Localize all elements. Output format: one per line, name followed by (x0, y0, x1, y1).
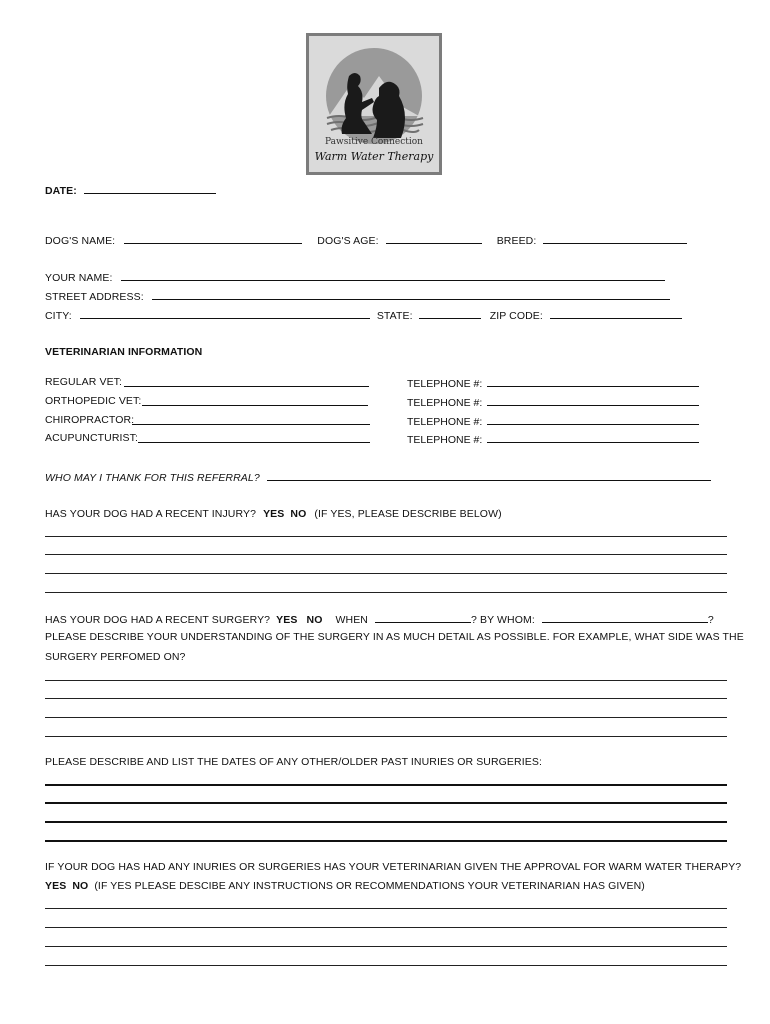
surgery-answer-line[interactable] (45, 698, 727, 699)
surgery-yes-option[interactable]: YES (276, 614, 298, 626)
date-blank[interactable] (84, 183, 216, 194)
injury-answer-line[interactable] (45, 573, 727, 574)
injury-note: (IF YES, PLEASE DESCRIBE BELOW) (314, 508, 502, 520)
approval-no-option[interactable]: NO (72, 880, 89, 892)
acu-tel (407, 432, 699, 446)
ortho-vet-tel-blank[interactable] (487, 395, 699, 406)
surgery-question-row (45, 612, 714, 626)
past-answer-line[interactable] (45, 802, 727, 804)
surgery-when-label: WHEN (335, 614, 368, 626)
ortho-vet-label: ORTHOPEDIC VET: (45, 395, 142, 407)
injury-answer-line[interactable] (45, 554, 727, 555)
approval-answer-line[interactable] (45, 965, 727, 966)
vet-row-ortho (45, 395, 141, 407)
chiropractor-blank[interactable] (132, 414, 370, 425)
state-label: STATE: (376, 310, 413, 322)
city-row (45, 308, 682, 322)
street-row (45, 289, 670, 303)
street-blank[interactable] (152, 289, 670, 300)
telephone-label: TELEPHONE #: (407, 416, 483, 428)
injury-no-option[interactable]: NO (290, 508, 307, 520)
past-answer-line[interactable] (45, 821, 727, 823)
chiropractor-label: CHIROPRACTOR: (45, 414, 135, 426)
breed-label: BREED: (496, 235, 537, 247)
vet-heading: VETERINARIAN INFORMATION (45, 346, 203, 358)
telephone-label: TELEPHONE #: (407, 434, 483, 446)
past-answer-line[interactable] (45, 784, 727, 786)
regular-vet-label: REGULAR VET: (45, 376, 123, 388)
surgery-answer-line[interactable] (45, 717, 727, 718)
ortho-vet-blank[interactable] (142, 395, 368, 406)
injury-yes-option[interactable]: YES (263, 508, 285, 520)
vet-row-chiro (45, 414, 134, 426)
dog-age-label: DOG'S AGE: (317, 235, 379, 247)
surgery-answer-line[interactable] (45, 736, 727, 737)
referral-question: WHO MAY I THANK FOR THIS REFERRAL? (45, 472, 260, 484)
surgery-describe-line-2: SURGERY PERFOMED ON? (45, 651, 186, 663)
telephone-label: TELEPHONE #: (407, 397, 483, 409)
approval-question: IF YOUR DOG HAS HAD ANY INURIES OR SURGERIES HAS YOUR VETERINARIAN GIVEN THE APPROVAL FOR WARM WATER THERAPY? (45, 861, 742, 873)
regular-vet-blank[interactable] (124, 376, 369, 387)
acupuncturist-label: ACUPUNCTURIST: (45, 432, 138, 444)
city-label: CITY: (45, 310, 72, 322)
your-name-blank[interactable] (121, 270, 665, 281)
past-question: PLEASE DESCRIBE AND LIST THE DATES OF ANY OTHER/OLDER PAST INURIES OR SURGERIES: (45, 756, 542, 768)
regular-vet-tel (407, 376, 699, 390)
chiro-tel (407, 414, 699, 428)
surgery-answer-line[interactable] (45, 680, 727, 681)
breed-blank[interactable] (543, 233, 687, 244)
your-name-row (45, 270, 665, 284)
referral-row (45, 470, 711, 484)
zip-blank[interactable] (550, 308, 682, 319)
company-logo (306, 33, 442, 175)
approval-options-row (45, 880, 645, 892)
regular-vet-tel-blank[interactable] (487, 376, 699, 387)
date-field[interactable] (45, 183, 216, 197)
city-blank[interactable] (80, 308, 370, 319)
injury-answer-line[interactable] (45, 592, 727, 593)
street-label: STREET ADDRESS: (45, 291, 144, 303)
injury-question: HAS YOUR DOG HAD A RECENT INJURY? (45, 508, 257, 520)
vet-row-acu (45, 432, 138, 444)
date-label: DATE: (45, 185, 77, 197)
approval-answer-line[interactable] (45, 946, 727, 947)
dog-age-blank[interactable] (386, 233, 482, 244)
dog-name-label: DOG'S NAME: (45, 235, 116, 247)
chiro-tel-blank[interactable] (487, 414, 699, 425)
logo-illustration (309, 36, 439, 172)
your-name-label: YOUR NAME: (45, 272, 113, 284)
injury-question-row (45, 508, 502, 520)
ortho-vet-tel (407, 395, 699, 409)
surgery-when-blank[interactable] (375, 612, 471, 623)
logo-line-2: Warm Water Therapy (314, 150, 434, 163)
dog-info-row (45, 233, 687, 247)
past-answer-line[interactable] (45, 840, 727, 842)
zip-label: ZIP CODE: (489, 310, 543, 322)
approval-answer-line[interactable] (45, 927, 727, 928)
acupuncturist-blank[interactable] (138, 432, 370, 443)
approval-yes-option[interactable]: YES (45, 880, 67, 892)
acu-tel-blank[interactable] (487, 432, 699, 443)
surgery-end-mark: ? (707, 614, 714, 626)
state-blank[interactable] (419, 308, 481, 319)
approval-note: (IF YES PLEASE DESCIBE ANY INSTRUCTIONS OR RECOMMENDATIONS YOUR VETERINARIAN HAS GIVEN) (94, 880, 645, 892)
surgery-question: HAS YOUR DOG HAD A RECENT SURGERY? (45, 614, 271, 626)
injury-answer-line[interactable] (45, 536, 727, 537)
surgery-by-whom-blank[interactable] (542, 612, 708, 623)
referral-blank[interactable] (267, 470, 711, 481)
surgery-by-whom-label: ? BY WHOM: (471, 614, 535, 626)
telephone-label: TELEPHONE #: (407, 378, 483, 390)
surgery-describe-line-1: PLEASE DESCRIBE YOUR UNDERSTANDING OF THE SURGERY IN AS MUCH DETAIL AS POSSIBLE. FOR EXAMPLE, WHAT SIDE WAS THE (45, 631, 744, 643)
dog-name-blank[interactable] (124, 233, 302, 244)
approval-answer-line[interactable] (45, 908, 727, 909)
surgery-no-option[interactable]: NO (306, 614, 323, 626)
logo-line-1: Pawsitive Connection (325, 137, 423, 147)
vet-row-regular (45, 376, 122, 388)
